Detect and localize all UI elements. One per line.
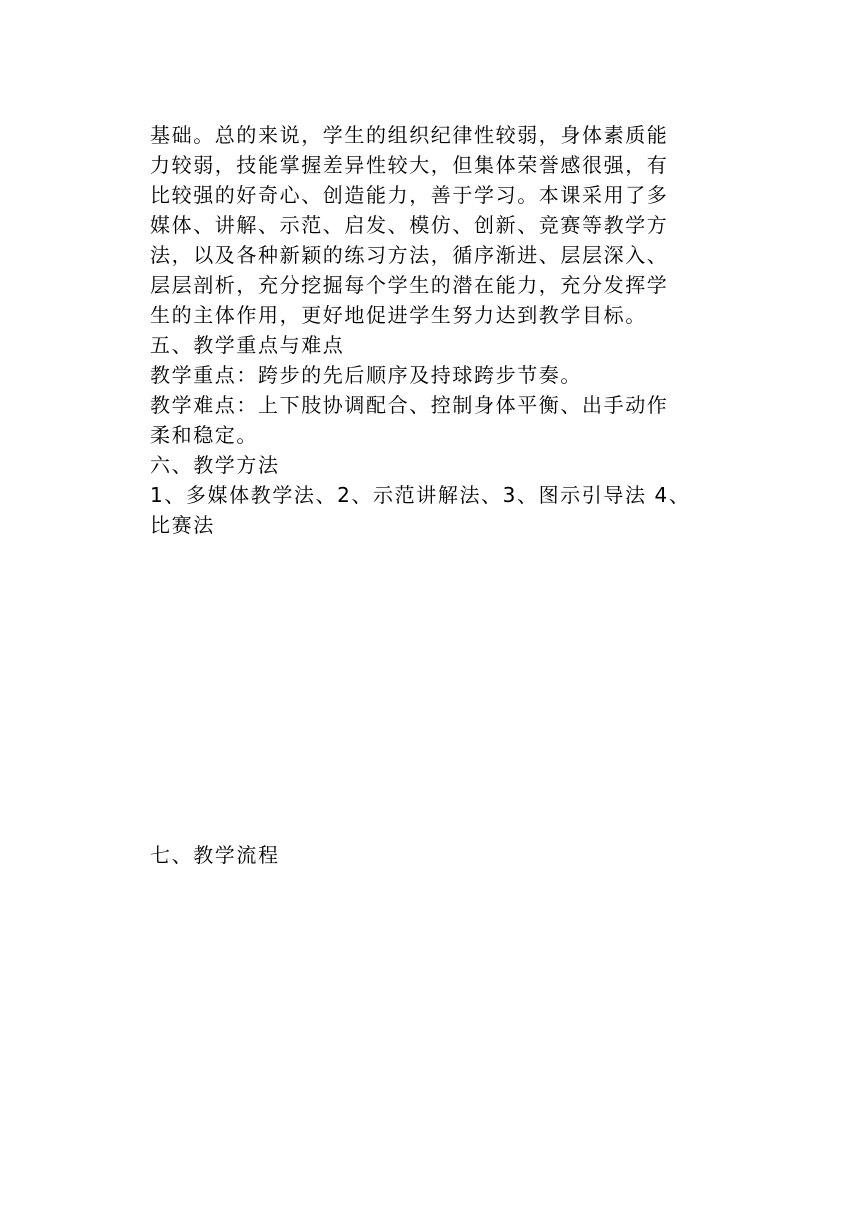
teaching-difficulty-line-2: 柔和稳定。: [150, 423, 258, 447]
paragraph-line-2: 力较弱，技能掌握差异性较大，但集体荣誉感很强，有: [150, 153, 669, 177]
teaching-key-point: 教学重点：跨步的先后顺序及持球跨步节奏。: [150, 363, 582, 387]
section-six-heading: 六、教学方法: [150, 453, 280, 477]
document-body: [150, 120, 715, 540]
paragraph-line-7: 生的主体作用，更好地促进学生努力达到教学目标。: [150, 303, 647, 327]
section-seven-heading: 七、教学流程: [150, 843, 280, 867]
paragraph-line-6: 层层剖析，充分挖掘每个学生的潜在能力，充分发挥学: [150, 273, 669, 297]
paragraph-line-5: 法，以及各种新颖的练习方法，循序渐进、层层深入、: [150, 243, 669, 267]
paragraph-line-3: 比较强的好奇心、创造能力，善于学习。本课采用了多: [150, 183, 669, 207]
paragraph-line-1: 基础。总的来说，学生的组织纪律性较弱，身体素质能: [150, 123, 669, 147]
teaching-methods-line-1: 1、多媒体教学法、2、示范讲解法、3、图示引导法 4、: [150, 483, 691, 507]
teaching-difficulty-line-1: 教学难点：上下肢协调配合、控制身体平衡、出手动作: [150, 393, 669, 417]
section-five-heading: 五、教学重点与难点: [150, 333, 345, 357]
paragraph-line-4: 媒体、讲解、示范、启发、模仿、创新、竞赛等教学方: [150, 213, 669, 237]
teaching-methods-line-2: 比赛法: [150, 513, 215, 537]
